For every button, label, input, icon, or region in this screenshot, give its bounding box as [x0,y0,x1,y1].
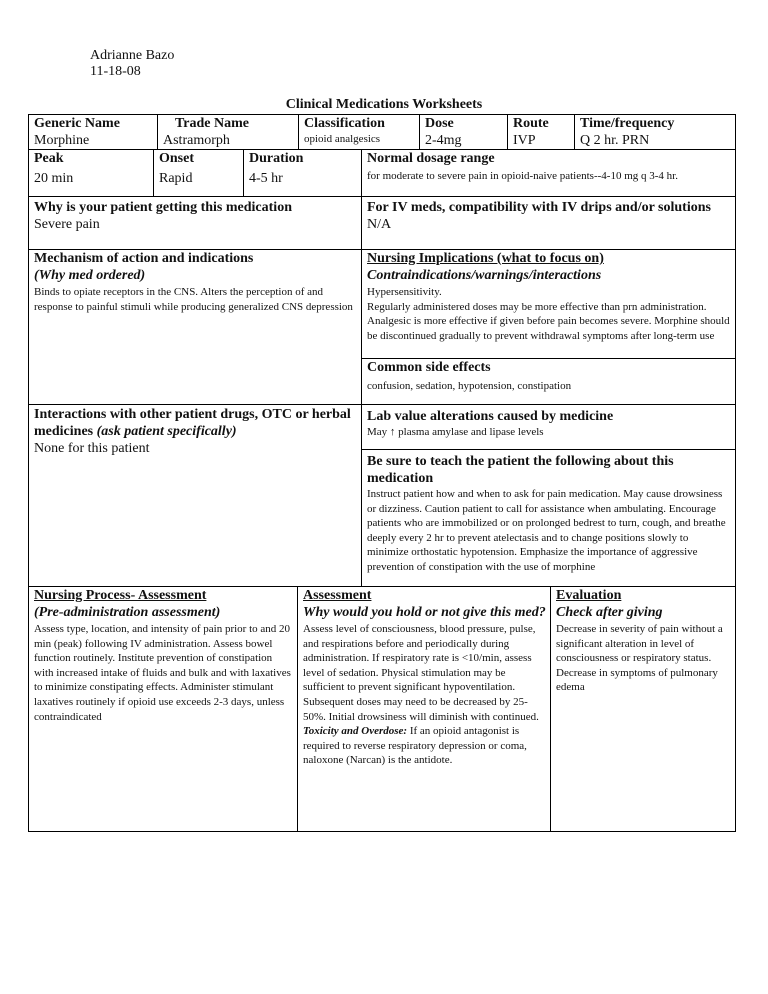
patient-teaching-label: Be sure to teach the patient the following about this medication [367,454,674,486]
peak-label: Peak [34,151,64,166]
iv-compatibility-value: N/A [367,217,392,232]
assessment-sublabel: Why would you hold or not give this med? [303,605,546,620]
route-cell [507,114,575,150]
iv-compatibility-label: For IV meds, compatibility with IV drips and/or solutions [367,200,711,215]
trade-name-value: Astramorph [163,133,230,148]
interactions-label: Interactions with other patient drugs, OTC or herbal medicines (ask patient specifically) [34,407,351,439]
duration-cell [243,149,362,197]
evaluation-sublabel: Check after giving [556,605,663,620]
onset-value: Rapid [159,171,193,186]
peak-cell [28,149,154,197]
toxicity-label: Toxicity and Overdose: [303,725,408,738]
side-effects-value: confusion, sedation, hypotension, constipation [367,380,572,392]
contraindications-line: Hypersensitivity. [367,286,442,298]
route-label: Route [513,116,549,131]
time-frequency-label: Time/frequency [580,116,675,131]
toxicity-value: If an opioid antagonist is required to reverse respiratory depression or coma, naloxone (Narcan) is the antidote. [303,725,527,767]
assessment-cell [297,586,551,832]
medication-worksheet [28,114,736,832]
peak-value: 20 min [34,171,74,186]
time-frequency-value: Q 2 hr. PRN [580,133,650,148]
nursing-implications-cell [361,249,736,405]
classification-value: opioid analgesics [304,133,381,145]
interactions-italic-note: (ask patient specifically) [96,424,237,439]
nursing-process-value: Assess type, location, and intensity of pain prior to and 20 min (peak) following IV administration. Assess bowel function routinely. Institute prevention of constipation with increased intake of fluids and bulk and with laxatives to minimize constipating effects. Administer stimulant laxatives routinely if opioid use exceeds 2-3 days, unless contraindicated [34,623,291,723]
assessment-value: Assess level of consciousness, blood pressure, pulse, and respirations before and periodically during administration. If respiratory rate is <10/min, assess level of sedation. Physical stimulation may be sufficient to prevent significant hypoventilation. Subsequent doses may need to be decreased by 25-50%. Initial drowsiness will diminish with continued. [303,623,539,723]
onset-label: Onset [159,151,194,166]
assessment-label: Assessment [303,588,372,603]
nursing-implications-label: Nursing Implications (what to focus on) [367,251,604,266]
interactions-cell [28,404,362,587]
side-effects-label: Common side effects [367,360,491,375]
onset-cell [153,149,244,197]
patient-teaching-value: Instruct patient how and when to ask for pain medication. May cause drowsiness or dizziness. Caution patient to call for assistance when ambulating. Encourage patients who are immobilized or on prolonged bedrest to turn, cough, and breathe deeply every 2 hr to prevent atelectasis and to change positions slowly to minimize orthostatic hypotension. Emphasize the importance of aggressive prevention of constipation with the use of morphine [367,488,726,573]
classification-label: Classification [304,116,385,131]
mechanism-sublabel: (Why med ordered) [34,268,146,283]
generic-name-cell [28,114,158,150]
nursing-implications-value: Regularly administered doses may be more effective than prn administration. Analgesic is more effective if given before pain becomes severe. Morphine should be discontinued gradually to prevent withdrawal symptoms after long-term use [367,300,730,342]
evaluation-value: Decrease in severity of pain without a significant alteration in level of consciousness or respiratory status. Decrease in symptoms of pulmonary edema [556,623,723,694]
dose-value: 2-4mg [425,133,462,148]
iv-compatibility-cell [361,196,736,250]
nursing-process-sublabel: (Pre-administration assessment) [34,605,221,620]
side-effects-section [362,358,735,394]
evaluation-cell [550,586,736,832]
why-medication-label: Why is your patient getting this medication [34,200,292,215]
classification-cell [298,114,420,150]
student-name: Adrianne Bazo [90,48,175,63]
why-medication-cell [28,196,362,250]
lab-alterations-cell [361,404,736,587]
dose-label: Dose [425,116,454,131]
why-medication-value: Severe pain [34,217,100,232]
contraindications-label: Contraindications/warnings/interactions [367,268,602,283]
interactions-value: None for this patient [34,441,150,456]
mechanism-value: Binds to opiate receptors in the CNS. Alters the perception of and response to painful stimuli while producing generalized CNS depression [34,286,353,313]
trade-name-label: Trade Name [175,116,249,131]
normal-dosage-value: for moderate to severe pain in opioid-naive patients--4-10 mg q 3-4 hr. [367,170,678,182]
time-frequency-cell [574,114,736,150]
generic-name-value: Morphine [34,133,90,148]
toxicity-overdose [303,724,546,768]
mechanism-cell [28,249,362,405]
lab-alterations-label: Lab value alterations caused by medicine [367,409,614,424]
generic-name-label: Generic Name [34,116,120,131]
page-title: Clinical Medications Worksheets [285,97,483,112]
worksheet-date: 11-18-08 [90,64,141,79]
duration-value: 4-5 hr [249,171,283,186]
patient-teaching-section [362,449,735,586]
trade-name-cell [157,114,299,150]
duration-label: Duration [249,151,304,166]
dose-cell [419,114,508,150]
route-value: IVP [513,133,536,148]
normal-dosage-cell [361,149,736,197]
normal-dosage-label: Normal dosage range [367,151,495,166]
lab-alterations-value: May ↑ plasma amylase and lipase levels [367,426,544,438]
nursing-process-cell [28,586,298,832]
evaluation-label: Evaluation [556,588,622,603]
nursing-process-label: Nursing Process- Assessment [34,588,207,603]
mechanism-label: Mechanism of action and indications [34,251,254,266]
